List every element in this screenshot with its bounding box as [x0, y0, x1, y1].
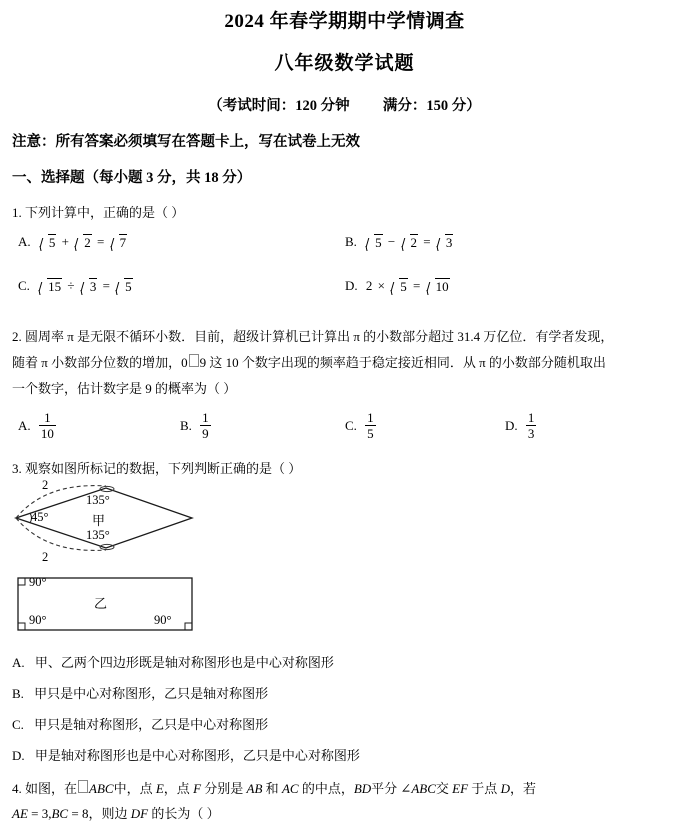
figure-yi-rectangle	[6, 572, 236, 642]
option-letter: D.	[345, 278, 358, 293]
point-d-label: D	[500, 781, 510, 796]
figure-jia-svg	[6, 480, 236, 572]
sqrt-15-icon: 15	[38, 278, 62, 295]
question-2-text-1: 圆周率 π 是无限不循环小数．目前，超级计算机已计算出 π 的小数部分超过 31.4 万亿位．有学者发现，	[25, 329, 614, 344]
sqrt-2-icon: 2	[74, 234, 92, 251]
bc-value: = 8	[68, 806, 89, 821]
exam-page	[0, 9, 689, 825]
option-letter: A.	[18, 418, 31, 433]
segment-ac-label: AC	[281, 781, 299, 796]
equals-sign: =	[423, 234, 431, 249]
option-text: 甲是轴对称图形也是中心对称图形，乙只是中心对称图形	[34, 748, 360, 763]
question-2-option-c[interactable]	[345, 410, 376, 441]
figure-yi-name-label: 乙	[94, 596, 108, 611]
angle-45-label: 45°	[31, 510, 49, 524]
question-2-stem-line-2	[12, 350, 677, 376]
exam-total-score: 满分：150 分）	[382, 98, 481, 114]
option-letter: C.	[18, 278, 30, 293]
angle-90-bottom-left-label: 90°	[29, 613, 47, 627]
sqrt-2-icon: 2	[401, 234, 419, 251]
fraction-one-third: $\frac{1}{3}$	[527, 410, 535, 441]
sqrt-5-icon: 5	[39, 234, 57, 251]
ae-value: = 3,	[27, 806, 52, 821]
option-letter: D.	[12, 748, 25, 763]
segment-ae-label: AE	[12, 806, 28, 821]
right-angle-mark-bottom-right	[185, 623, 192, 630]
sqrt-7-icon: 7	[110, 234, 128, 251]
question-1-option-c[interactable]	[18, 278, 133, 295]
segment-bd-label: BD	[353, 781, 372, 796]
option-letter: C.	[345, 418, 357, 433]
question-2-option-a[interactable]	[18, 410, 56, 441]
exam-duration: （考试时间：120 分钟	[208, 98, 350, 114]
equals-sign: =	[412, 278, 421, 293]
segment-ab-label: AB	[246, 781, 263, 796]
option-letter: D.	[505, 418, 518, 433]
option-text: 甲只是中心对称图形，乙只是轴对称图形	[34, 686, 269, 701]
angle-abc-label: ABC	[411, 781, 436, 796]
question-4-text-f: 的中点，	[298, 781, 354, 796]
question-3-option-d[interactable]	[12, 745, 689, 767]
fraction-one-ninth: $\frac{1}{9}$	[202, 410, 209, 441]
question-1-options-row-1	[0, 234, 689, 272]
side-length-bottom-label: 2	[42, 550, 49, 564]
question-3-option-a[interactable]	[12, 652, 689, 674]
equals-sign: =	[96, 234, 105, 249]
option-text: 甲只是轴对称图形，乙只是中心对称图形	[34, 717, 269, 732]
missing-glyph-box	[189, 354, 199, 367]
question-1-option-a[interactable]	[18, 234, 127, 251]
angle-90-bottom-right-label: 90°	[154, 613, 172, 627]
question-1-stem	[12, 202, 689, 224]
operator: ×	[377, 278, 385, 293]
question-4-text-e: 和	[262, 781, 282, 796]
exam-notice: 注意：所有答案必须填写在答题卡上，写在试卷上无效	[12, 134, 360, 150]
question-2-text-2b: 9 这 10 个数字出现的频率趋于稳定接近相同．从 π 的小数部分随机取出	[199, 355, 606, 370]
figure-jia-rhombus	[6, 480, 236, 572]
segment-df-label: DF	[130, 806, 149, 821]
question-2-text-2a: 随着 π 小数部分位数的增加，0	[12, 355, 188, 370]
question-4-text-j: ，若	[509, 781, 536, 796]
page-title: 2024 年春学期期中学情调查	[224, 11, 465, 32]
question-4-text-b: 中，点	[113, 781, 156, 796]
question-4-text-tail-a: ，则边	[88, 806, 131, 821]
question-3-option-c[interactable]	[12, 714, 689, 736]
question-4-text-tail-b: 的长为（ ）	[148, 806, 220, 821]
question-4-text-i: 于点	[468, 781, 501, 796]
coefficient: 2	[365, 278, 373, 293]
option-letter: B.	[345, 234, 357, 249]
question-2-option-d[interactable]	[505, 410, 536, 441]
operator: −	[387, 234, 396, 249]
question-2-number: 2.	[12, 329, 22, 344]
question-1-options-row-2	[0, 278, 689, 312]
point-f-label: F	[193, 781, 202, 796]
right-angle-mark-top-left	[18, 578, 25, 585]
exam-info	[0, 95, 689, 117]
fraction-one-fifth: $\frac{1}{5}$	[367, 410, 374, 441]
angle-135-top-label: 135°	[86, 493, 110, 507]
question-3-stem	[12, 458, 689, 480]
right-angle-mark-bottom-left	[18, 623, 25, 630]
angle-135-bottom-label: 135°	[86, 528, 110, 542]
point-e-label: E	[155, 781, 164, 796]
angle-90-top-left-label: 90°	[29, 575, 47, 589]
question-4-text-g: 平分 ∠	[371, 781, 412, 796]
option-letter: C.	[12, 717, 24, 732]
sqrt-3-icon: 3	[436, 234, 454, 251]
option-text: 甲、乙两个四边形既是轴对称图形也是中心对称图形	[34, 655, 334, 670]
missing-glyph-box	[78, 780, 88, 793]
question-4-number: 4.	[12, 781, 22, 796]
triangle-abc-label: ABC	[89, 781, 114, 796]
option-letter: A.	[18, 234, 31, 249]
question-3-option-b[interactable]	[12, 683, 689, 705]
option-letter: A.	[12, 655, 25, 670]
fraction-one-tenth: $\frac{1}{10}$	[40, 410, 54, 441]
question-4-text-c: ，点	[163, 781, 194, 796]
question-2-text-3: 一个数字，估计数字是 9 的概率为（ ）	[12, 381, 237, 396]
page-subtitle: 八年级数学试题	[274, 53, 415, 74]
question-4-text-d: 分别是	[201, 781, 247, 796]
option-letter: B.	[12, 686, 24, 701]
option-letter: B.	[180, 418, 192, 433]
operator: +	[61, 234, 69, 249]
segment-bc-label: BC	[51, 806, 69, 821]
sqrt-5-icon: 5	[390, 278, 408, 295]
question-4-stem-line-1	[12, 777, 677, 801]
question-2-stem-line-1	[12, 324, 677, 350]
question-4-stem-line-2	[12, 801, 677, 827]
question-4-text-h: 交	[435, 781, 453, 796]
equals-sign: =	[102, 278, 110, 293]
question-2-options-row	[0, 408, 689, 448]
section-heading-choice: 一、选择题（每小题 3 分，共 18 分）	[12, 170, 252, 186]
question-2-stem-line-3	[12, 376, 677, 402]
side-length-top-label: 2	[42, 478, 49, 492]
operator: ÷	[67, 278, 75, 293]
question-3-text: 观察如图所标记的数据，下列判断正确的是（ ）	[25, 461, 302, 476]
sqrt-5-icon: 5	[365, 234, 383, 251]
question-1-number: 1.	[12, 205, 22, 220]
figure-jia-name-label: 甲	[92, 513, 106, 528]
question-4-text-a: 如图，在	[25, 781, 78, 796]
sqrt-3-icon: 3	[80, 278, 98, 295]
segment-ef-label: EF	[452, 781, 469, 796]
question-1-option-d[interactable]	[345, 278, 450, 295]
question-1-option-b[interactable]	[345, 234, 453, 251]
question-3-number: 3.	[12, 461, 22, 476]
sqrt-10-icon: 10	[426, 278, 450, 295]
question-2-option-b[interactable]	[180, 410, 211, 441]
sqrt-5-icon: 5	[115, 278, 133, 295]
question-1-text: 下列计算中，正确的是（ ）	[25, 205, 185, 220]
